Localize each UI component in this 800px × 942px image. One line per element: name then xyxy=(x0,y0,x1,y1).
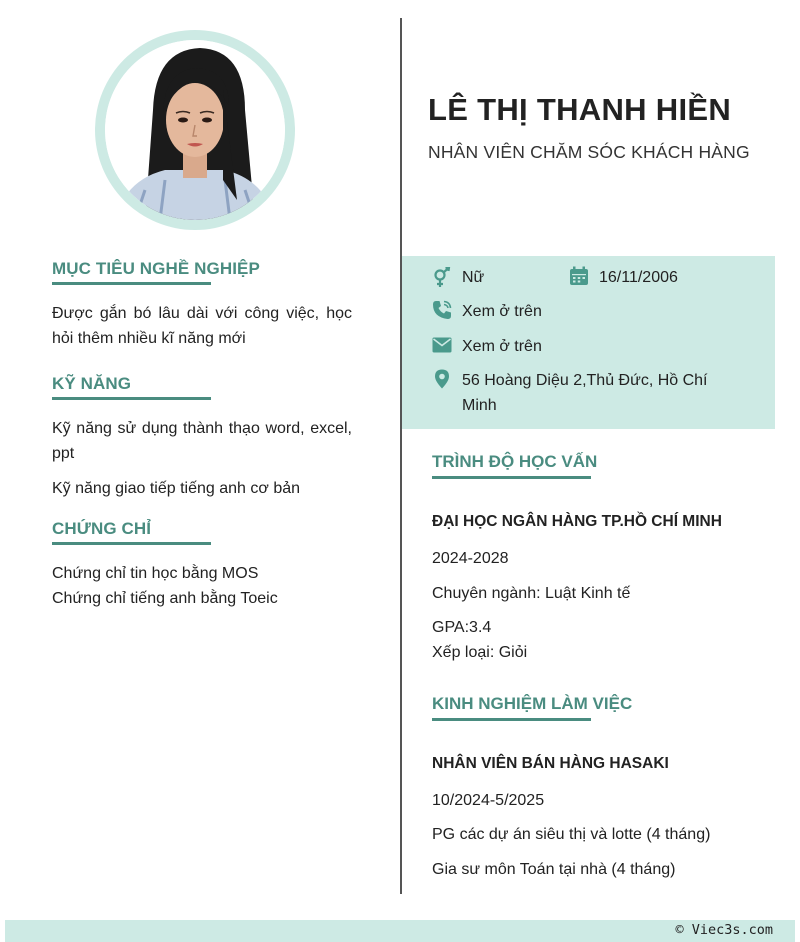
phone-value: Xem ở trên xyxy=(462,303,542,320)
phone-icon xyxy=(432,300,452,320)
experience-underline xyxy=(432,718,591,721)
skill-item: Kỹ năng giao tiếp tiếng anh cơ bản xyxy=(52,480,301,497)
education-rank: Xếp loại: Giỏi xyxy=(432,644,528,661)
gender-icon xyxy=(432,267,452,287)
experience-item: PG các dự án siêu thị và lotte (4 tháng) xyxy=(432,826,711,843)
objective-title: MỤC TIÊU NGHỀ NGHIỆP xyxy=(52,259,260,278)
objective-text: Được gắn bó lâu dài với công việc, học hỏi thêm nhiều kĩ năng mới xyxy=(52,305,352,347)
footer-bar xyxy=(5,920,795,942)
skills-title: KỸ NĂNG xyxy=(52,374,132,393)
experience-period: 10/2024-5/2025 xyxy=(432,792,545,809)
skills-underline xyxy=(52,397,211,400)
education-gpa: GPA:3.4 xyxy=(432,619,492,636)
birthday-value: 16/11/2006 xyxy=(599,269,678,286)
job-title: NHÂN VIÊN CHĂM SÓC KHÁCH HÀNG xyxy=(428,142,750,162)
school-name: ĐẠI HỌC NGÂN HÀNG TP.HỒ CHÍ MINH xyxy=(432,513,722,530)
avatar-ring xyxy=(95,30,295,230)
education-title: TRÌNH ĐỘ HỌC VẤN xyxy=(432,452,598,471)
portrait-photo xyxy=(105,40,285,220)
candidate-name: LÊ THỊ THANH HIỀN xyxy=(428,92,732,127)
experience-position: NHÂN VIÊN BÁN HÀNG HASAKI xyxy=(432,755,669,772)
calendar-icon xyxy=(569,266,589,286)
education-period: 2024-2028 xyxy=(432,550,509,567)
certificates-title: CHỨNG CHỈ xyxy=(52,519,152,538)
email-icon xyxy=(432,335,452,355)
contact-panel xyxy=(402,256,775,429)
address-value: 56 Hoàng Diệu 2,Thủ Đức, Hồ Chí Minh xyxy=(462,372,708,414)
education-major: Chuyên ngành: Luật Kinh tế xyxy=(432,585,631,602)
footer-credit[interactable]: © Viec3s.com xyxy=(675,922,773,938)
avatar xyxy=(105,40,285,220)
certificate-item: Chứng chỉ tiếng anh bằng Toeic xyxy=(52,590,278,607)
email-value: Xem ở trên xyxy=(462,338,542,355)
education-underline xyxy=(432,476,591,479)
column-divider xyxy=(400,18,402,894)
experience-title: KINH NGHIỆM LÀM VIỆC xyxy=(432,694,633,713)
objective-underline xyxy=(52,282,211,285)
gender-value: Nữ xyxy=(462,269,485,286)
experience-item: Gia sư môn Toán tại nhà (4 tháng) xyxy=(432,861,676,878)
certificate-item: Chứng chỉ tin học bằng MOS xyxy=(52,565,259,582)
certificates-underline xyxy=(52,542,211,545)
skill-item: Kỹ năng sử dụng thành thạo word, excel, ppt xyxy=(52,420,352,462)
location-icon xyxy=(432,369,452,389)
